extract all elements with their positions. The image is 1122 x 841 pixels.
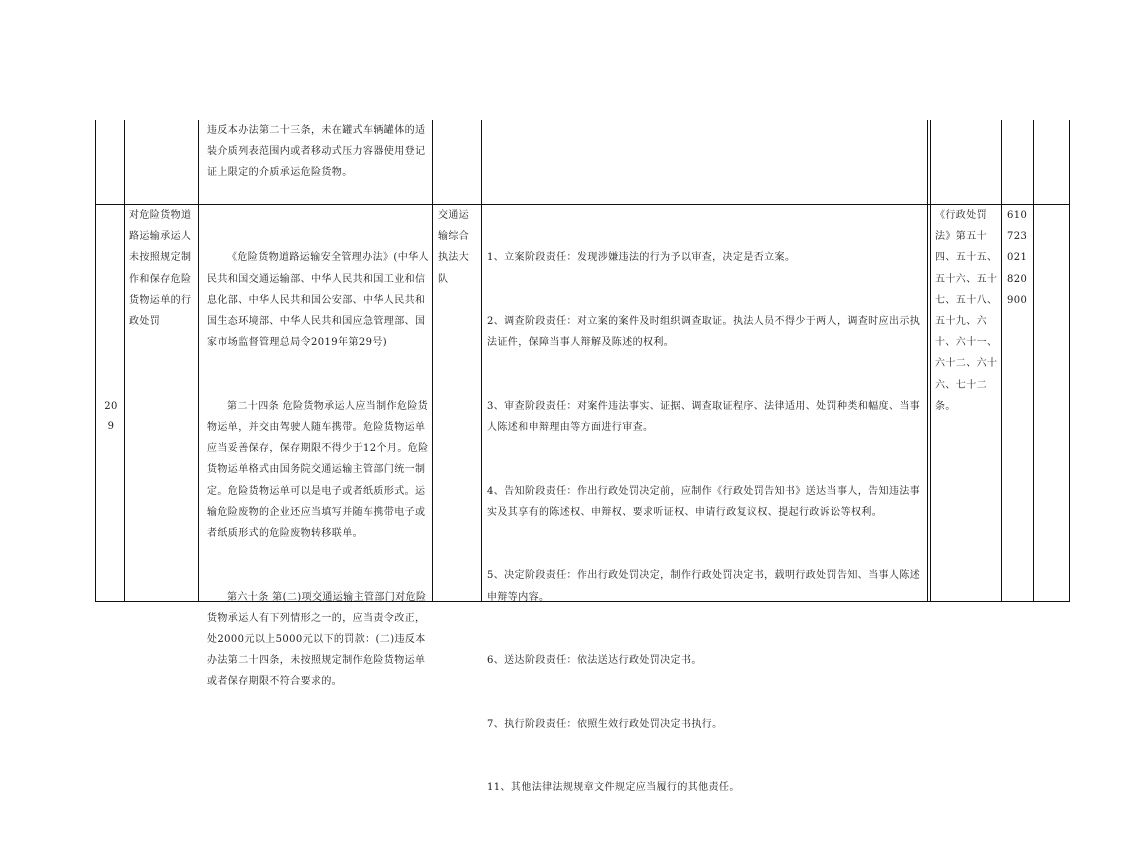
accountability-basis: 《行政处罚法》第五十四、五十五、五十六、五十七、五十八、五十九、六十、六十一、六十二、六十六、七十二条。 — [935, 210, 998, 412]
legal-basis-continued: 违反本办法第二十三条，未在罐式车辆罐体的适装介质列表范围内或者移动式压力容器使用登记证上限定的介质承运危险货物。 — [207, 125, 426, 179]
column-divider — [927, 120, 928, 602]
column-divider — [124, 120, 125, 602]
responsibility-item: 5、决定阶段责任：作出行政处罚决定，制作行政处罚决定书，载明行政处罚告知、当事人陈述申辩等内容。 — [487, 570, 921, 603]
responsibility-item: 1、立案阶段责任：发现涉嫌违法的行为予以审查，决定是否立案。 — [487, 252, 796, 264]
legal-basis-article-60: 第六十条 第(二)项交通运输主管部门对危险货物承运人有下列情形之一的，应当责令改正，处2000元以上5000元以下的罚款：(二)违反本办法第二十四条，未按照规定制作危险货物运单或者保存期限不符合要求的。 — [207, 591, 427, 688]
responsibility-item: 7、执行阶段责任：依照生效行政处罚决定书执行。 — [487, 718, 723, 730]
legal-basis-article-24: 第二十四条 危险货物承运人应当制作危险货物运单，并交由驾驶人随车携带。危险货物运单应当妥善保存，保存期限不得少于12个月。危险货物运单格式由国务院交通运输主管部门统一制定。危险货物运单可以是电子或者纸质形式。运输危险废物的企业还应当填写并随车携带电子或者纸质形式的危险废物转移联单。 — [207, 400, 429, 540]
legal-basis — [207, 205, 429, 735]
responsibility-item: 3、审查阶段责任：对案件违法事实、证据、调查取证程序、法律适用、处罚种类和幅度、当事人陈述和申辩理由等方面进行审查。 — [487, 400, 921, 434]
row-number: 20 9 — [104, 401, 118, 432]
responsibility-item: 4、告知阶段责任：作出行政处罚决定前，应制作《行政处罚告知书》送达当事人，告知违法事实及其享有的陈述权、申辩权、要求听证权、申请行政复议权、提起行政诉讼等权利。 — [487, 485, 921, 518]
implementing-department: 交通运输综合执法大队 — [438, 210, 470, 285]
column-divider — [1001, 120, 1002, 602]
legal-basis-regulation: 《危险货物道路运输安全管理办法》(中华人民共和国交通运输部、中华人民共和国工业和信息化部、中华人民共和国公安部、中华人民共和国生态环境部、中华人民共和国应急管理部、国家市场监督管理总局令2019年第29号) — [207, 252, 429, 349]
column-divider — [930, 120, 931, 602]
column-divider — [432, 120, 433, 602]
item-code: 610723021820900 — [1007, 210, 1028, 306]
responsibility-list — [487, 205, 924, 841]
column-divider — [1033, 120, 1034, 602]
column-divider — [481, 120, 482, 602]
responsibility-item: 11、其他法律法规规章文件规定应当履行的其他责任。 — [487, 782, 740, 794]
table-border-left — [95, 120, 96, 602]
responsibility-table — [95, 120, 1070, 794]
responsibility-item: 6、送达阶段责任：依法送达行政处罚决定书。 — [487, 655, 702, 667]
table-border-right — [1069, 120, 1070, 602]
item-name: 对危险货物道路运输承运人未按照规定制作和保存危险货物运单的行政处罚 — [129, 210, 192, 328]
column-divider — [198, 120, 199, 602]
responsibility-item: 2、调查阶段责任：对立案的案件及时组织调查取证。执法人员不得少于两人，调查时应出示执法证件，保障当事人辩解及陈述的权利。 — [487, 316, 921, 349]
